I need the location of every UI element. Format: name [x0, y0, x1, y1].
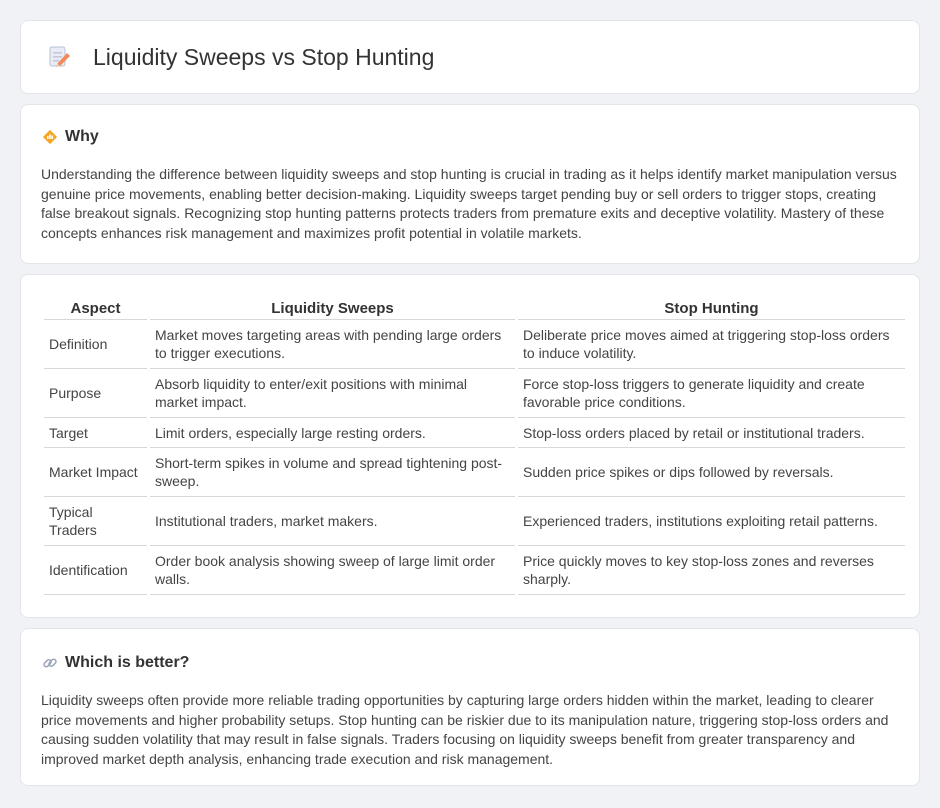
- title-card: [20, 20, 920, 94]
- table-cell: Deliberate price moves aimed at triggering stop-loss orders to induce volatility.: [518, 320, 905, 369]
- table-row: [44, 448, 905, 497]
- why-heading-row: [41, 125, 899, 149]
- table-cell-aspect: Market Impact: [44, 448, 147, 497]
- table-cell-aspect: Purpose: [44, 369, 147, 418]
- table-row: [44, 497, 905, 546]
- column-header-stop-hunting: Stop Hunting: [518, 297, 905, 320]
- which-is-better-section: [20, 628, 920, 786]
- table-row: [44, 369, 905, 418]
- why-section: [20, 104, 920, 264]
- comparison-section: [20, 274, 920, 618]
- table-cell: Market moves targeting areas with pending large orders to trigger executions.: [150, 320, 515, 369]
- table-cell: Force stop-loss triggers to generate liquidity and create favorable price conditions.: [518, 369, 905, 418]
- why-text: Understanding the difference between liquidity sweeps and stop hunting is crucial in trading as it helps identify market manipulation versus genuine price movements, enabling better decision-making. Liquidity sweeps target pending buy or sell orders to trigger stops, creating false breakout signals. Recognizing stop hunting patterns protects traders from premature exits and deceptive volatility. Mastery of these concepts enhances risk management and maximizes profit potential in volatile markets.: [41, 166, 897, 241]
- table-cell: Price quickly moves to key stop-loss zones and reverses sharply.: [518, 546, 905, 595]
- table-cell-aspect: Typical Traders: [44, 497, 147, 546]
- table-cell: Experienced traders, institutions exploiting retail patterns.: [518, 497, 905, 546]
- table-cell: Absorb liquidity to enter/exit positions with minimal market impact.: [150, 369, 515, 418]
- better-heading: Which is better?: [65, 654, 190, 671]
- table-cell-aspect: Target: [44, 418, 147, 448]
- better-text: Liquidity sweeps often provide more reliable trading opportunities by capturing large orders hidden within the market, leading to clearer price movements and higher probability setups. Stop hunting can be riskier due to its manipulation nature, triggering stop-loss orders and causing sudden volatility that may result in false signals. Traders focusing on liquidity sweeps benefit from greater transparency and improved market depth analysis, enhancing trade execution and risk management.: [41, 692, 889, 767]
- table-cell: Short-term spikes in volume and spread tightening post-sweep.: [150, 448, 515, 497]
- table-row: [44, 546, 905, 595]
- table-header-row: [44, 297, 905, 320]
- better-heading-row: [41, 651, 899, 675]
- table-cell-aspect: Identification: [44, 546, 147, 595]
- page-title: Liquidity Sweeps vs Stop Hunting: [93, 43, 435, 70]
- link-icon: [41, 654, 59, 672]
- table-cell-aspect: Definition: [44, 320, 147, 369]
- column-header-aspect: Aspect: [44, 297, 147, 320]
- table-cell: Order book analysis showing sweep of large limit order walls.: [150, 546, 515, 595]
- diamond-signal-icon: [41, 128, 59, 146]
- table-cell: Stop-loss orders placed by retail or institutional traders.: [518, 418, 905, 448]
- comparison-table: [41, 297, 908, 595]
- table-cell: Limit orders, especially large resting orders.: [150, 418, 515, 448]
- table-cell: Institutional traders, market makers.: [150, 497, 515, 546]
- table-row: [44, 418, 905, 448]
- document-pencil-icon: [45, 43, 73, 71]
- table-row: [44, 320, 905, 369]
- why-heading: Why: [65, 128, 99, 145]
- table-cell: Sudden price spikes or dips followed by reversals.: [518, 448, 905, 497]
- column-header-liquidity-sweeps: Liquidity Sweeps: [150, 297, 515, 320]
